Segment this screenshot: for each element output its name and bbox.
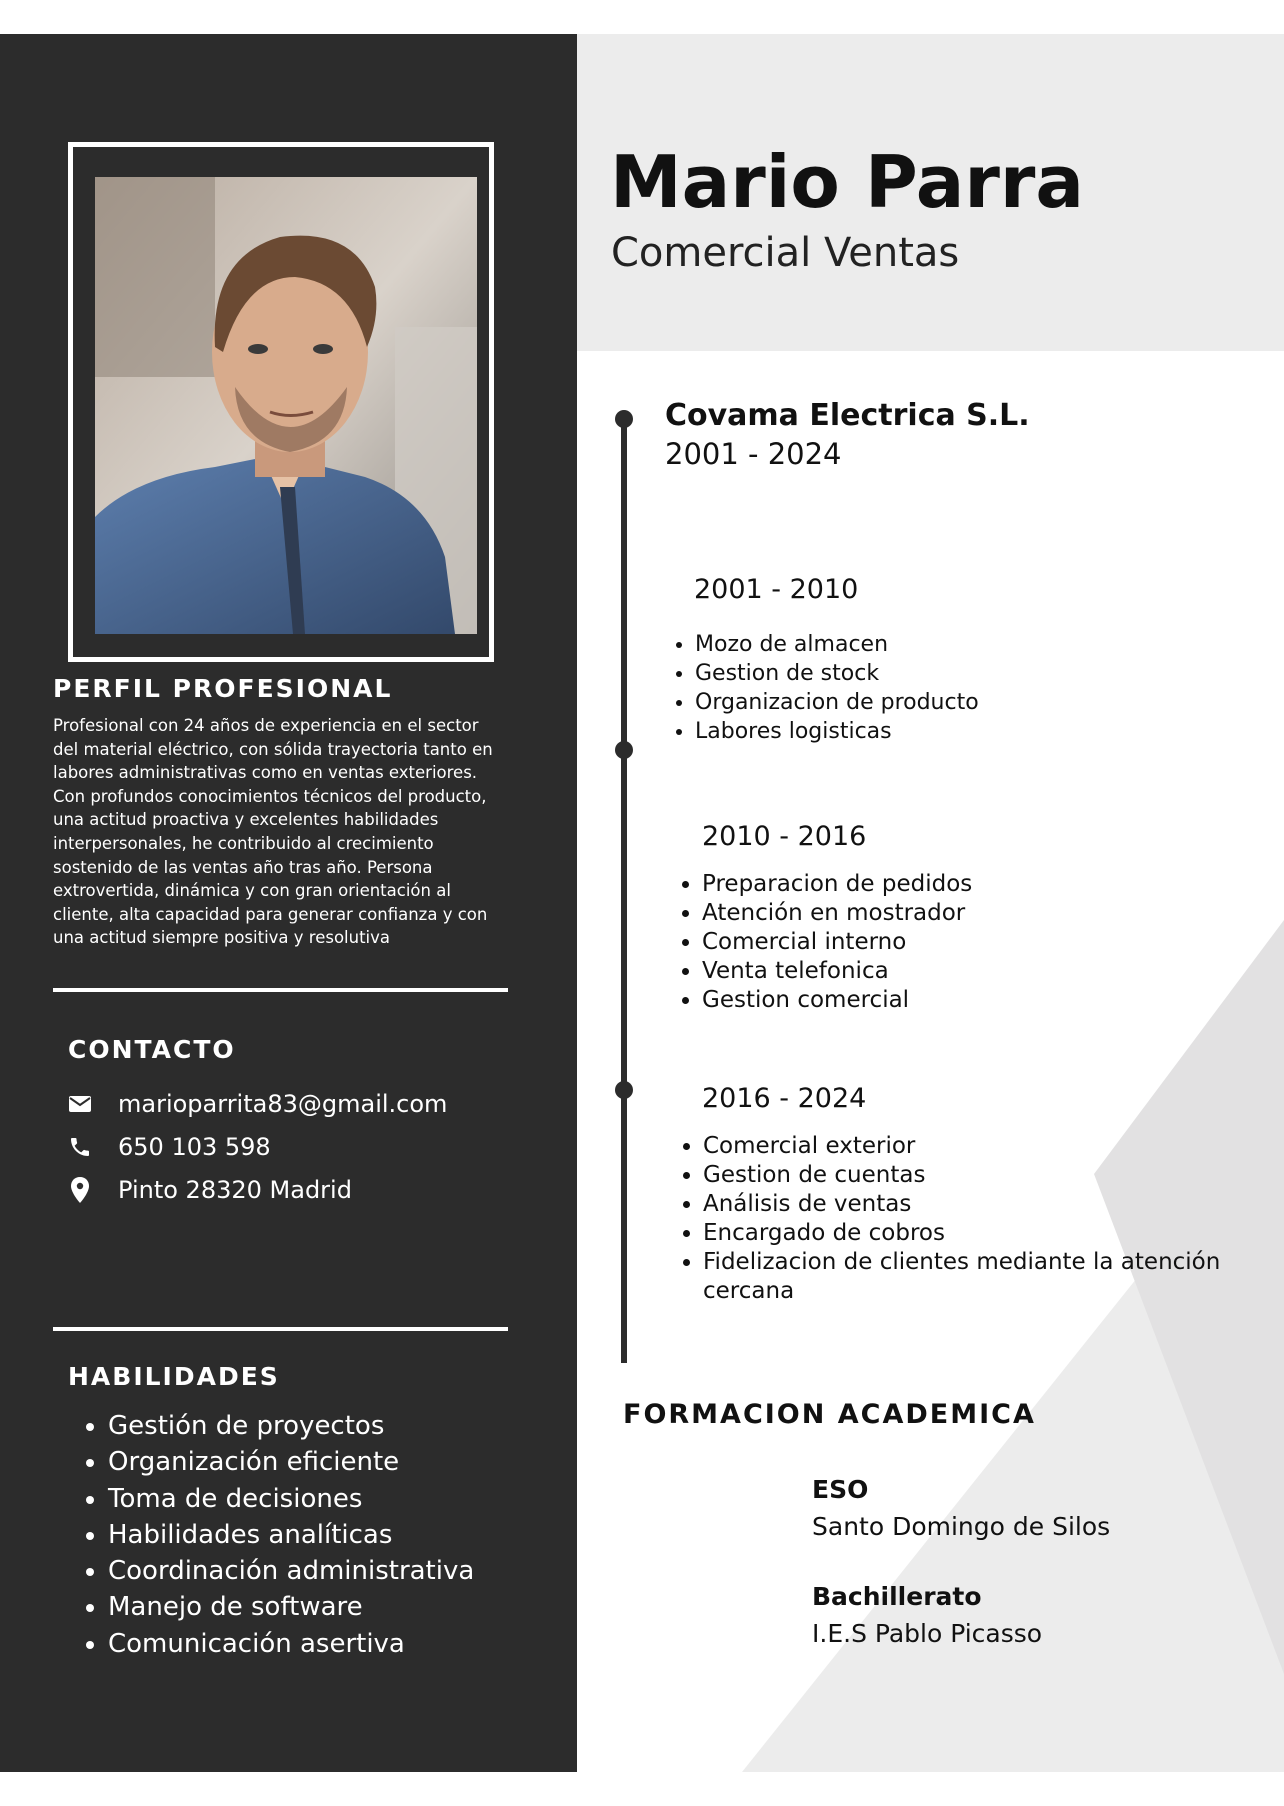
- period-range: 2001 - 2010: [694, 574, 859, 605]
- timeline-line: [621, 419, 627, 1363]
- skill-item: • Gestión de proyectos: [108, 1408, 474, 1444]
- skills-title: HABILIDADES: [68, 1362, 280, 1391]
- profile-title: PERFIL PROFESIONAL: [53, 674, 393, 703]
- education-degree: Bachillerato: [812, 1582, 982, 1611]
- task-item: • Fidelizacion de clientes mediante la atención cercana: [703, 1248, 1263, 1306]
- task-item: • Labores logisticas: [695, 717, 979, 746]
- education-title: FORMACION ACADEMICA: [623, 1399, 1036, 1430]
- task-item: • Gestion de cuentas: [703, 1161, 1263, 1190]
- photo-frame: [68, 142, 494, 662]
- timeline-dot: [615, 410, 633, 428]
- skill-item: • Toma de decisiones: [108, 1481, 474, 1517]
- task-item: • Gestion de stock: [695, 659, 979, 688]
- task-item: • Comercial exterior: [703, 1132, 1263, 1161]
- task-list: [665, 630, 979, 746]
- location-icon: [66, 1176, 94, 1204]
- task-item: • Mozo de almacen: [695, 630, 979, 659]
- timeline-dot: [615, 741, 633, 759]
- task-item: • Preparacion de pedidos: [702, 870, 972, 899]
- contact-location: [66, 1176, 352, 1204]
- skill-item: • Comunicación asertiva: [108, 1626, 474, 1662]
- skills-list: [78, 1408, 474, 1662]
- task-item: • Gestion comercial: [702, 986, 972, 1015]
- task-item: • Venta telefonica: [702, 957, 972, 986]
- task-item: • Encargado de cobros: [703, 1219, 1263, 1248]
- task-item: • Comercial interno: [702, 928, 972, 957]
- skill-item: • Manejo de software: [108, 1589, 474, 1625]
- contact-phone: [66, 1133, 271, 1161]
- period-range: 2010 - 2016: [702, 821, 867, 852]
- email-value[interactable]: marioparrita83@gmail.com: [118, 1090, 448, 1118]
- company-name: Covama Electrica S.L.: [665, 398, 1030, 433]
- contact-email: [66, 1090, 447, 1118]
- skill-item: • Coordinación administrativa: [108, 1553, 474, 1589]
- task-item: • Organizacion de producto: [695, 688, 979, 717]
- profile-photo: [95, 177, 477, 634]
- timeline-dot: [615, 1081, 633, 1099]
- profile-text: Profesional con 24 años de experiencia en el sector del material eléctrico, con sólida trayectoria tanto en labores administrativas como en ventas exteriores. Con profundos conocimientos técnicos del producto, una actitud proactiva y excelentes habilidades interpersonales, he contribuido al crecimiento sostenido de las ventas año tras año. Persona extrovertida, dinámica y con gran orientación al cliente, alta capacidad para generar confianza y con una actitud siempre positiva y resolutiva: [53, 716, 493, 948]
- phone-icon: [66, 1133, 94, 1161]
- candidate-name: Mario Parra: [610, 140, 1084, 224]
- skill-item: • Organización eficiente: [108, 1444, 474, 1480]
- contact-title: CONTACTO: [68, 1035, 236, 1064]
- divider-profile: [53, 988, 508, 992]
- divider-contact: [53, 1327, 508, 1331]
- skill-item: • Habilidades analíticas: [108, 1517, 474, 1553]
- education-school: Santo Domingo de Silos: [812, 1512, 1111, 1541]
- task-list: [673, 1132, 1263, 1306]
- education-degree: ESO: [812, 1475, 869, 1504]
- location-value: Pinto 28320 Madrid: [118, 1176, 352, 1204]
- email-icon: [66, 1090, 94, 1118]
- phone-value[interactable]: 650 103 598: [118, 1133, 271, 1161]
- period-range: 2016 - 2024: [702, 1083, 867, 1114]
- company-years: 2001 - 2024: [665, 437, 842, 471]
- task-item: • Análisis de ventas: [703, 1190, 1263, 1219]
- candidate-role: Comercial Ventas: [611, 230, 960, 276]
- task-list: [672, 870, 972, 1015]
- education-school: I.E.S Pablo Picasso: [812, 1619, 1043, 1648]
- task-item: • Atención en mostrador: [702, 899, 972, 928]
